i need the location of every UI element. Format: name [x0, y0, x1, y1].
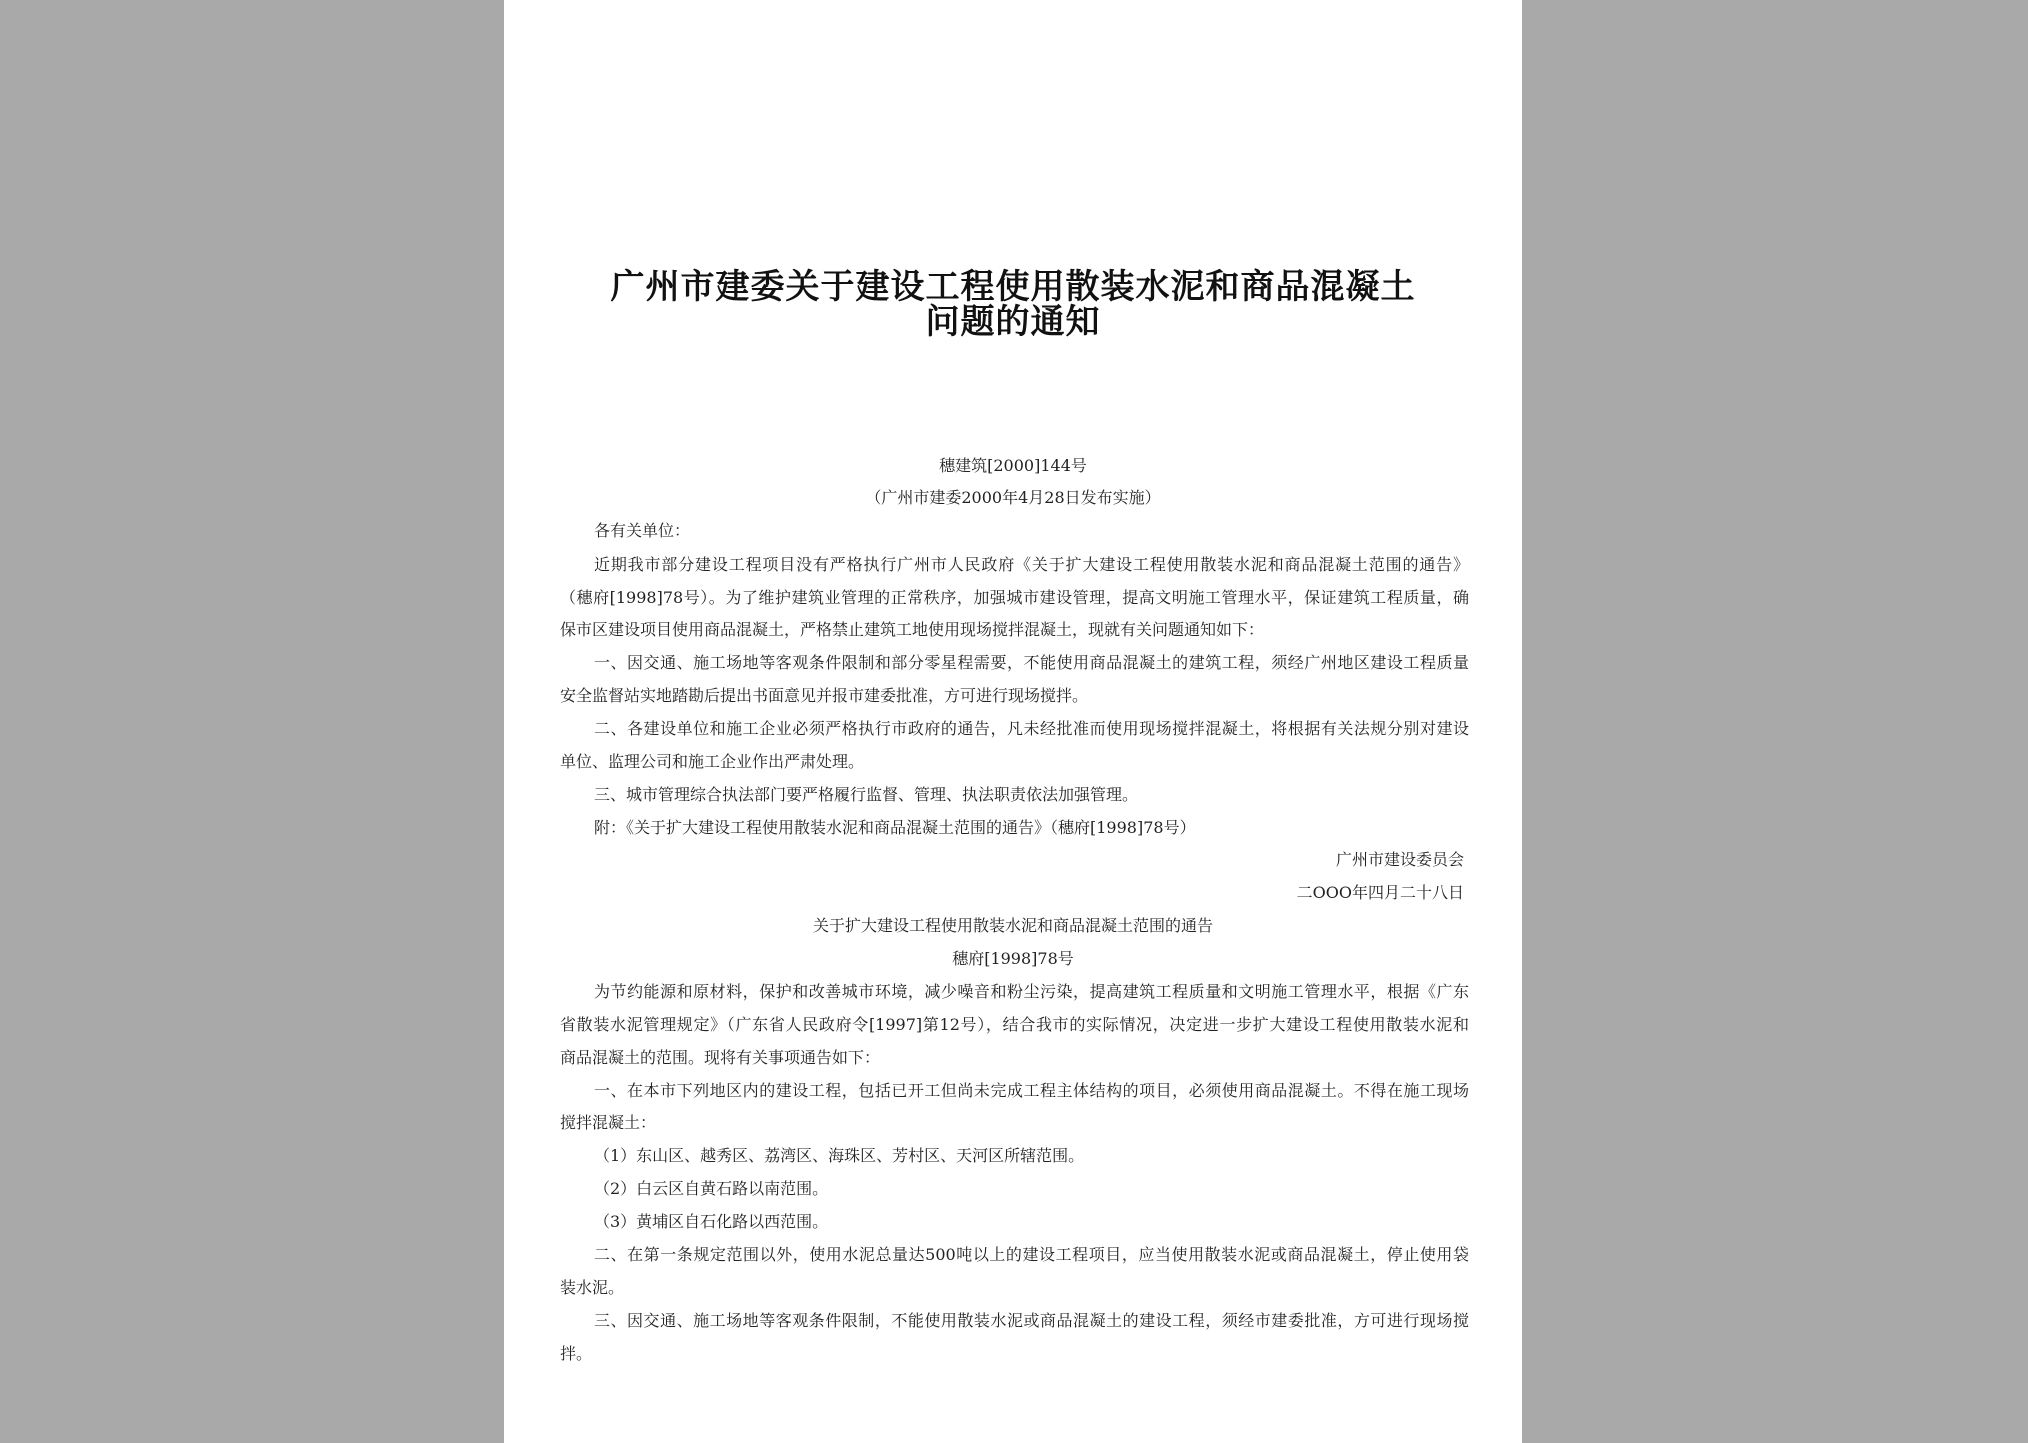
attachment-line: 省散装水泥管理规定》（广东省人民政府令[1997]第12号），结合我市的实际情况，决定进一步扩大建设工程使用散装水泥和: [560, 1015, 1469, 1034]
attachment-line: 搅拌混凝土：: [560, 1113, 657, 1132]
signature-date: 二OOO年四月二十八日: [1296, 883, 1464, 902]
attachment-title: 关于扩大建设工程使用散装水泥和商品混凝土范围的通告: [812, 916, 1213, 935]
document-title-line-2: 问题的通知: [925, 302, 1101, 342]
attachment-line: （2）白云区自黄石路以南范围。: [594, 1179, 829, 1198]
attachment-line: 拌。: [560, 1344, 593, 1363]
paragraph-line: 单位、监理公司和施工企业作出严肃处理。: [560, 752, 865, 771]
paragraph-line: 保市区建设项目使用商品混凝土，严格禁止建筑工地使用现场搅拌混凝土，现就有关问题通知如下：: [560, 620, 1265, 639]
attachment-line: 为节约能源和原材料，保护和改善城市环境，减少噪音和粉尘污染，提高建筑工程质量和文明施工管理水平，根据《广东: [594, 982, 1469, 1001]
document-number: 穗建筑[2000]144号: [939, 456, 1087, 475]
document-page: [504, 0, 1522, 1443]
attachment-line: 三、因交通、施工场地等客观条件限制，不能使用散装水泥或商品混凝土的建设工程，须经市建委批准，方可进行现场搅: [594, 1311, 1469, 1330]
salutation: 各有关单位：: [594, 521, 691, 540]
paragraph-line: 安全监督站实地踏勘后提出书面意见并报市建委批准，方可进行现场搅拌。: [560, 686, 1089, 705]
attachment-line: 二、在第一条规定范围以外，使用水泥总量达500吨以上的建设工程项目，应当使用散装水泥或商品混凝土，停止使用袋: [594, 1245, 1469, 1264]
signature-organization: 广州市建设委员会: [1335, 850, 1464, 869]
attachment-line: 一、在本市下列地区内的建设工程，包括已开工但尚未完成工程主体结构的项目，必须使用商品混凝土。不得在施工现场: [594, 1081, 1469, 1100]
attachment-line: 商品混凝土的范围。现将有关事项通告如下：: [560, 1048, 881, 1067]
paragraph-line: 近期我市部分建设工程项目没有严格执行广州市人民政府《关于扩大建设工程使用散装水泥和商品混凝土范围的通告》: [594, 555, 1469, 574]
attachment-number: 穗府[1998]78号: [952, 949, 1074, 968]
paragraph-line: （穗府[1998]78号）。为了维护建筑业管理的正常秩序，加强城市建设管理，提高文明施工管理水平，保证建筑工程质量，确: [560, 588, 1469, 607]
paragraph-line: 三、城市管理综合执法部门要严格履行监督、管理、执法职责依法加强管理。: [594, 785, 1139, 804]
issued-note: （广州市建委2000年4月28日发布实施）: [865, 488, 1161, 507]
paragraph-line: 二、各建设单位和施工企业必须严格执行市政府的通告，凡未经批准而使用现场搅拌混凝土，将根据有关法规分别对建设: [594, 719, 1469, 738]
attachment-line: 装水泥。: [560, 1278, 625, 1297]
attachment-line: （3）黄埔区自石化路以西范围。: [594, 1212, 829, 1231]
paragraph-line: 一、因交通、施工场地等客观条件限制和部分零星程需要，不能使用商品混凝土的建筑工程，须经广州地区建设工程质量: [594, 653, 1469, 672]
attachment-line: （1）东山区、越秀区、荔湾区、海珠区、芳村区、天河区所辖范围。: [594, 1146, 1085, 1165]
attachment-reference: 附：《关于扩大建设工程使用散装水泥和商品混凝土范围的通告》（穗府[1998]78号）: [594, 818, 1196, 837]
document-title-line-1: 广州市建委关于建设工程使用散装水泥和商品混凝土: [610, 267, 1416, 307]
